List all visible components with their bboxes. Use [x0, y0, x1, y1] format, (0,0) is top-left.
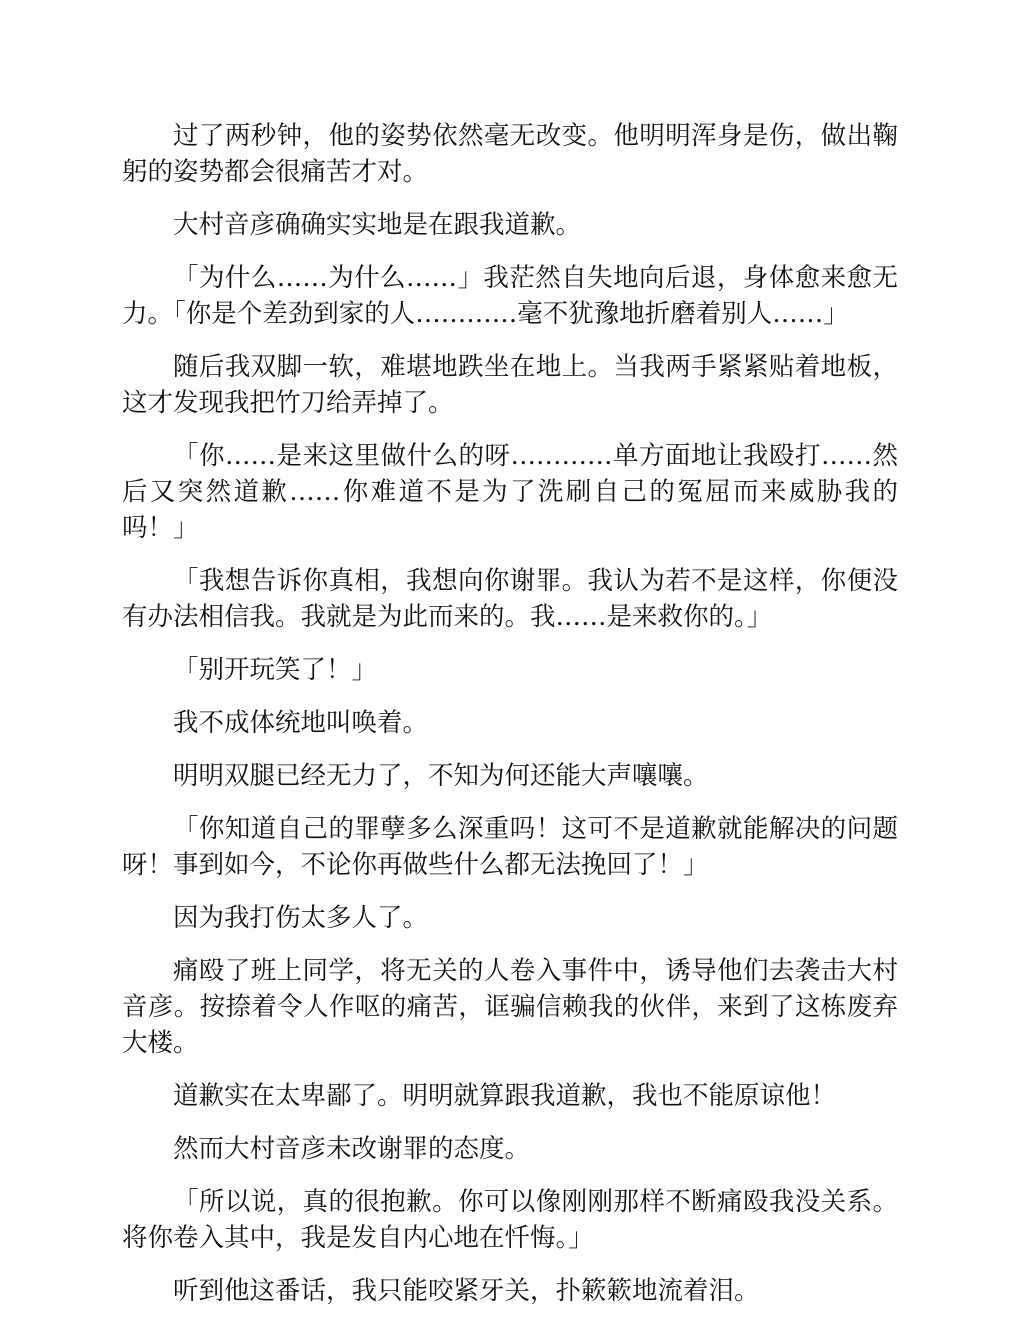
- paragraph: 「你……是来这里做什么的呀…………单方面地让我殴打……然后又突然道歉……你难道不是为了洗刷自己的冤屈而来威胁我的吗！」: [122, 441, 898, 543]
- paragraph: 「你知道自己的罪孽多么深重吗！这可不是道歉就能解决的问题呀！事到如今，不论你再做些什么都无法挽回了！」: [122, 814, 898, 880]
- paragraph: 听到他这番话，我只能咬紧牙关，扑簌簌地流着泪。: [173, 1276, 760, 1306]
- paragraph: 随后我双脚一软，难堪地跌坐在地上。当我两手紧紧贴着地板，这才发现我把竹刀给弄掉了。: [122, 352, 898, 418]
- paragraph: 大村音彦确确实实地是在跟我道歉。: [173, 210, 582, 240]
- paragraph: 然而大村音彦未改谢罪的态度。: [173, 1134, 531, 1164]
- paragraph: 我不成体统地叫唤着。: [173, 708, 429, 738]
- text-body: [122, 118, 898, 1326]
- paragraph: 「为什么……为什么……」我茫然自失地向后退，身体愈来愈无力。「你是个差劲到家的人…………毫不犹豫地折磨着别人……」: [122, 263, 898, 329]
- paragraph: 明明双腿已经无力了，不知为何还能大声嚷嚷。: [173, 761, 709, 791]
- paragraph: 「所以说，真的很抱歉。你可以像刚刚那样不断痛殴我没关系。将你卷入其中，我是发自内心地在忏悔。」: [122, 1187, 898, 1253]
- paragraph: 「我想告诉你真相，我想向你谢罪。我认为若不是这样，你便没有办法相信我。我就是为此而来的。我……是来救你的。」: [122, 566, 898, 632]
- paragraph: 过了两秒钟，他的姿势依然毫无改变。他明明浑身是伤，做出鞠躬的姿势都会很痛苦才对。: [122, 121, 898, 187]
- paragraph: 因为我打伤太多人了。: [173, 903, 429, 933]
- paragraph: 痛殴了班上同学，将无关的人卷入事件中，诱导他们去袭击大村音彦。按捺着令人作呕的痛苦，诓骗信赖我的伙伴，来到了这栋废弃大楼。: [122, 956, 898, 1058]
- paragraph: 道歉实在太卑鄙了。明明就算跟我道歉，我也不能原谅他！: [173, 1081, 837, 1111]
- paragraph: 「别开玩笑了！」: [173, 655, 378, 685]
